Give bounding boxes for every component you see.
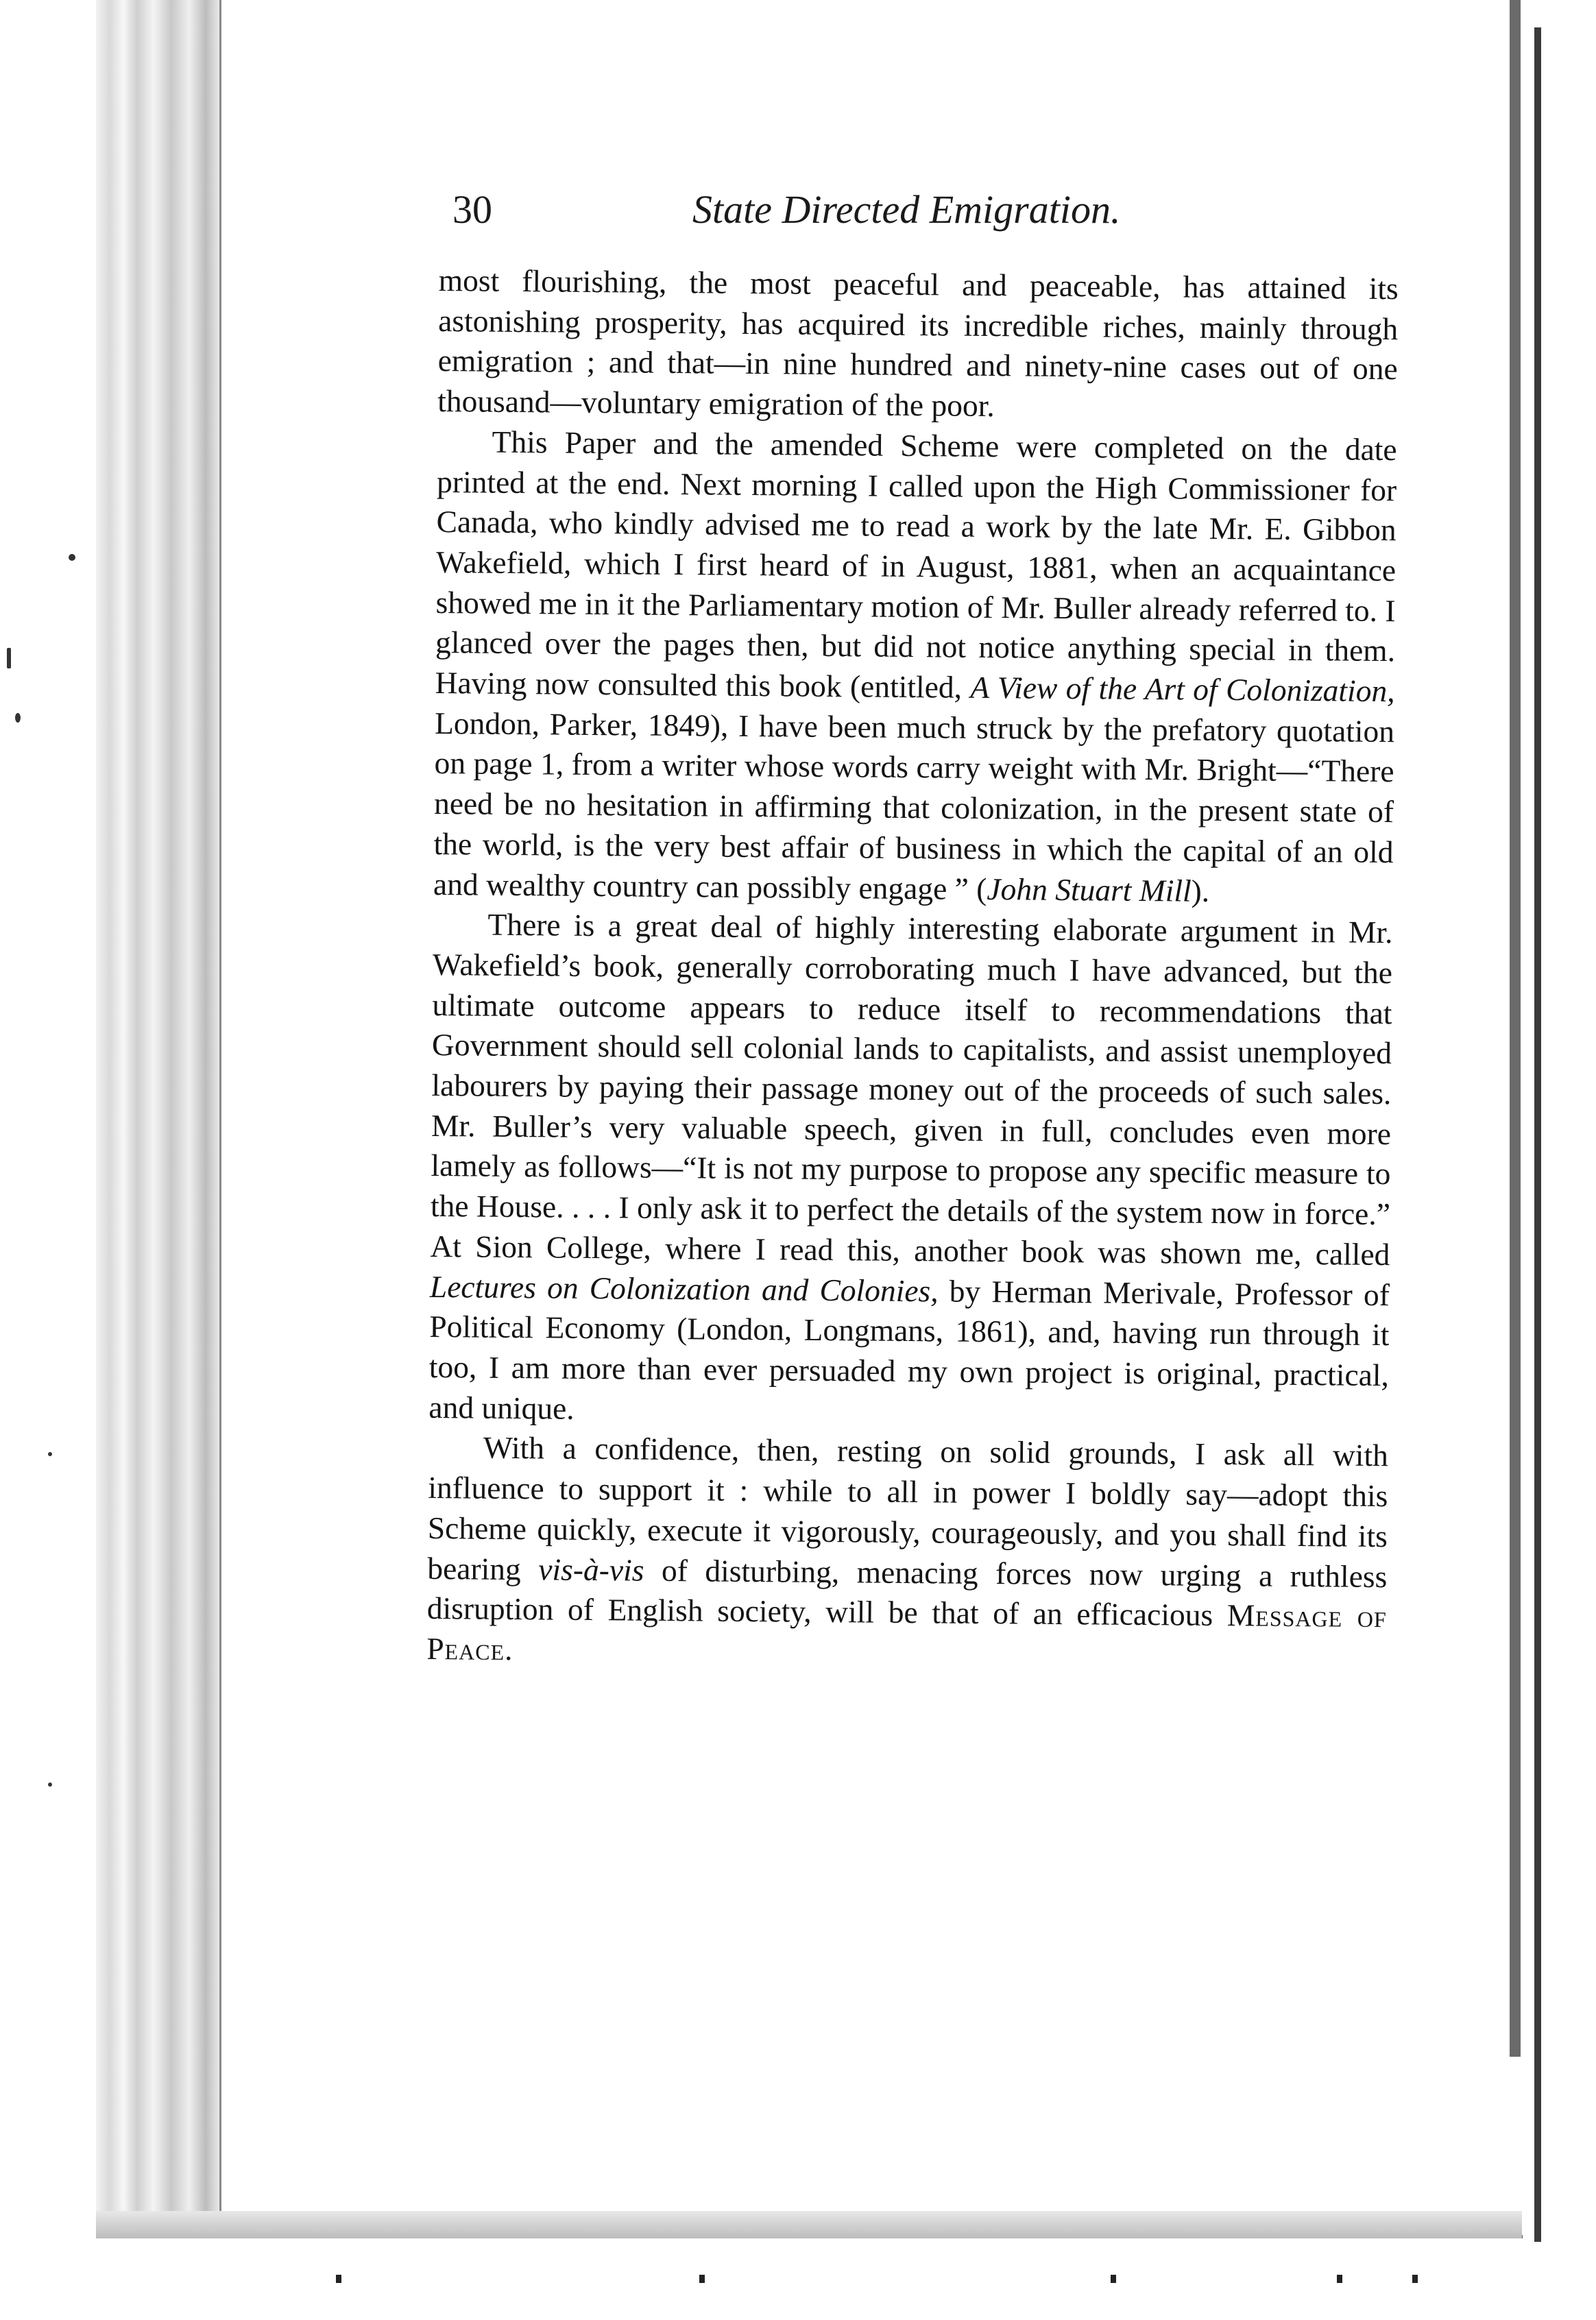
phrase-vis-a-vis: vis-à-vis (538, 1551, 644, 1588)
closing-phrase: Message of Peace. (426, 1597, 1388, 1667)
paragraph-2-text-a: This Paper and the amended Scheme were completed on the date printed at the end. Next morning I called upon the High Commissioner for Canada, who kindly advised me to read a work by the late Mr. E. Gibbon Wakefield, which I first heard of in August, 1881, when an acquaintance showed me in it the Parliamentary motion of Mr. Buller already referred to. I glanced over the pages then, but did not notice anything special in them. Having now consulted this book (entitled, (435, 424, 1397, 705)
book-title-view-of-colonization: A View of the Art of Colonization, (970, 669, 1395, 709)
paragraph-3 (428, 904, 1393, 1436)
paragraph-1 (437, 261, 1399, 430)
scan-speck (1337, 2275, 1342, 2283)
quote-author: John Stuart Mill (987, 871, 1192, 908)
running-title: State Directed Emigration. (692, 187, 1121, 232)
binding-shadow (1534, 27, 1541, 2242)
scan-speck (7, 648, 11, 668)
paragraph-3-text-b: by Herman Merivale, Professor of Political Economy (London, Longmans, 1861), and, having run through it too, I am more than ever persuaded my own project is original, practical, and unique. (428, 1273, 1390, 1426)
scan-speck (1412, 2275, 1418, 2283)
scan-speck (48, 1452, 52, 1456)
scan-speck (336, 2275, 341, 2283)
book-title-lectures-on-colonization: Lectures on Colonization and Colonies, (429, 1268, 939, 1308)
scan-speck (699, 2275, 705, 2283)
paragraph-2-text-b: London, Parker, 1849), I have been much struck by the prefatory quotation on page 1, from a writer whose words carry weight with Mr. Bright—“There need be no hesitation in affirming that colonization, in the present state of the world, is the very best affair of business in which the capital of an old and wealthy country can possibly engage ” ( (433, 705, 1395, 906)
page-stack-edge (96, 0, 233, 2214)
scan-speck (48, 1783, 52, 1787)
paragraph-4-text-b: of disturbing, menacing forces now urging a ruthless disruption of English society, will be that of an efficacious (426, 1552, 1388, 1633)
page-right-edge (1510, 0, 1521, 2057)
paragraph-3-text-a: There is a great deal of highly interesting elaborate argument in Mr. Wakefield’s book, generally corroborating much I have advanced, but the ultimate outcome appears to reduce itself to recommendations that Government should sell colonial lands to capitalists, and assist unemployed labourers by paying their passage money out of the proceeds of such sales. Mr. Buller’s very valuable speech, given in full, concludes even more lamely as follows—“It is not my purpose to propose any specific measure to the House. . . . I only ask it to perfect the details of the system now in force.” At Sion College, where I read this, another book was shown me, called (430, 906, 1393, 1272)
page-number: 30 (452, 187, 492, 232)
scan-speck (15, 713, 21, 723)
body-text (426, 261, 1399, 1678)
scan-speck (1111, 2275, 1116, 2283)
scan-speck (69, 554, 75, 561)
page-bottom-edge (96, 2211, 1522, 2238)
paragraph-4 (426, 1427, 1388, 1677)
paragraph-2-text-c: ). (1191, 873, 1210, 908)
paragraph-2 (433, 422, 1397, 913)
paragraph-4-text-a: With a confidence, then, resting on solid grounds, I ask all with influence to support it : while to all in power I boldly say—adopt this Scheme quickly, execute it vigorously, courageously, and you shall find its bearing (427, 1430, 1389, 1586)
running-head (452, 186, 1165, 241)
paragraph-1-text: most flourishing, the most peaceful and peaceable, has attained its astonishing prosperity, has acquired its incredible riches, mainly through emigration ; and that—in nine hundred and ninety-nine cases out of one thousand—voluntary emigration of the poor. (437, 262, 1399, 424)
